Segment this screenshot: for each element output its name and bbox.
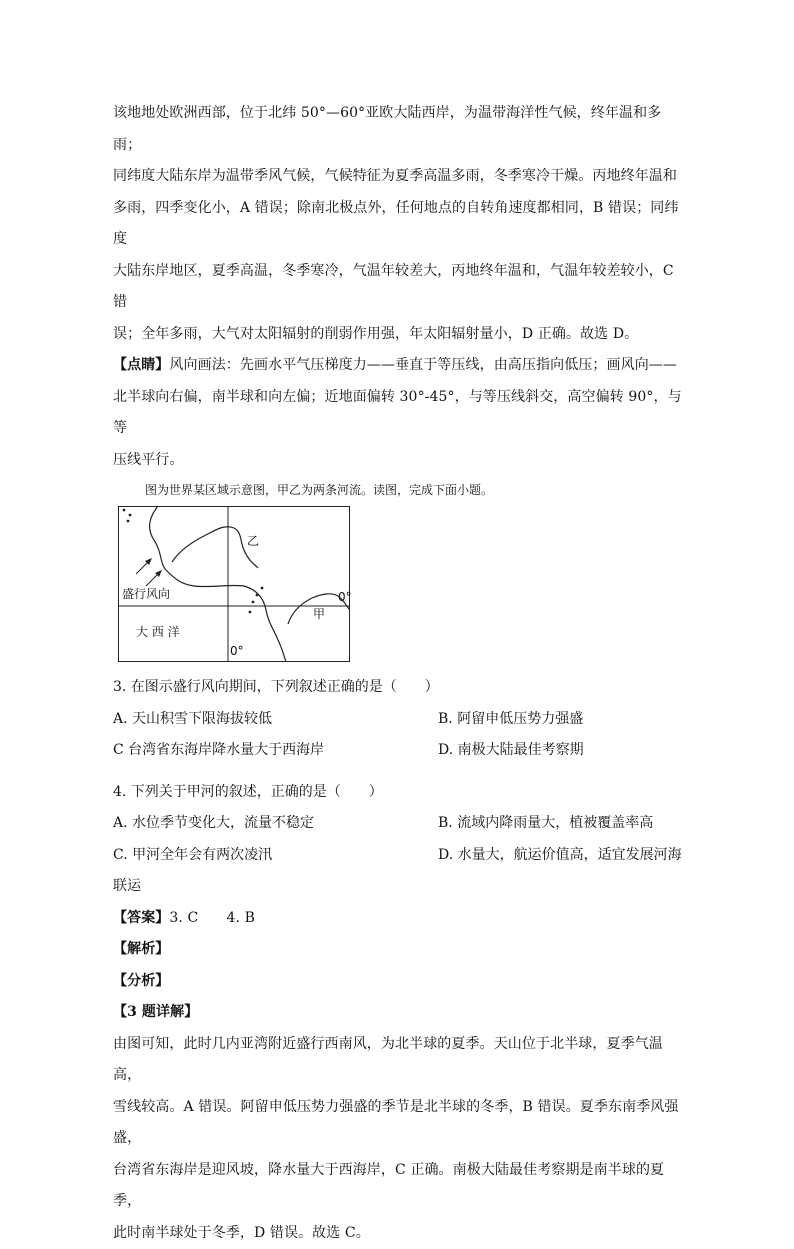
answer-line	[113, 903, 685, 935]
answer-text: 3. C 4. B	[169, 910, 255, 926]
tip-line: 北半球向右偏，南半球和向左偏；近地面偏转 30°-45°，与等压线斜交，高空偏转 90°，与等	[113, 382, 685, 445]
para1-line: 大陆东岸地区，夏季高温，冬季寒冷，气温年较差大，丙地终年温和，气温年较差较小，C 错	[113, 256, 685, 319]
para1-line: 多雨，四季变化小，A 错误；除南北极点外，任何地点的自转角速度都相同，B 错误；同纬度	[113, 193, 685, 256]
question-4-options-row	[113, 808, 685, 840]
para1-line: 同纬度大陆东岸为温带季风气候，气候特征为夏季高温多雨，冬季寒冷干燥。丙地终年温和	[113, 161, 685, 193]
detail-3-line: 此时南半球处于冬季，D 错误。故选 C。	[113, 1218, 685, 1249]
option-b: B. 阿留申低压势力强盛	[438, 704, 685, 736]
detail-3-label: 【3 题详解】	[113, 997, 685, 1029]
label-river-jia: 甲	[313, 607, 325, 621]
label-prevailing-wind: 盛行风向	[122, 587, 170, 601]
para1-line: 误；全年多雨，大气对太阳辐射的削弱作用强，年太阳辐射量小，D 正确。故选 D。	[113, 319, 685, 351]
tip-label: 【点睛】	[113, 357, 169, 373]
option-d-continued: 联运	[113, 871, 685, 903]
option-c: C 台湾省东海岸降水量大于西海岸	[113, 735, 438, 767]
question-4-stem: 4. 下列关于甲河的叙述，正确的是（ ）	[113, 777, 685, 809]
option-a: A. 水位季节变化大，流量不稳定	[113, 808, 438, 840]
detail-3-line: 由图可知，此时几内亚湾附近盛行西南风，为北半球的夏季。天山位于北半球，夏季气温高，	[113, 1029, 685, 1092]
option-a: A. 天山积雪下限海拔较低	[113, 704, 438, 736]
tip-text: 风向画法：先画水平气压梯度力——垂直于等压线，由高压指向低压；画风向——	[169, 357, 677, 373]
answer-label: 【答案】	[113, 910, 169, 926]
region-map	[118, 506, 350, 662]
question-3-options-row	[113, 704, 685, 736]
option-b: B. 流域内降雨量大，植被覆盖率高	[438, 808, 685, 840]
label-meridian: 0°	[230, 644, 244, 658]
tip-line	[113, 350, 685, 382]
fenxi-label: 【分析】	[113, 966, 685, 998]
option-d: D. 南极大陆最佳考察期	[438, 735, 685, 767]
document-page	[113, 98, 685, 1249]
tip-line: 压线平行。	[113, 445, 685, 477]
detail-3-line: 雪线较高。A 错误。阿留申低压势力强盛的季节是北半球的冬季，B 错误。夏季东南季风强盛，	[113, 1092, 685, 1155]
analysis-label: 【解析】	[113, 934, 685, 966]
question-3-stem: 3. 在图示盛行风向期间，下列叙述正确的是（ ）	[113, 672, 685, 704]
option-c: C. 甲河全年会有两次凌汛	[113, 840, 438, 872]
label-equator: 0°	[338, 590, 352, 604]
detail-3-line: 台湾省东海岸是迎风坡，降水量大于西海岸，C 正确。南极大陆最佳考察期是南半球的夏季，	[113, 1155, 685, 1218]
para1-line: 该地地处欧洲西部，位于北纬 50°—60°亚欧大陆西岸，为温带海洋性气候，终年温和多雨；	[113, 98, 685, 161]
river-yi	[172, 527, 258, 568]
label-atlantic: 大 西 洋	[136, 625, 180, 639]
label-river-yi: 乙	[247, 534, 259, 548]
option-d: D. 水量大，航运价值高，适宜发展河海	[438, 840, 685, 872]
question-4-options-row	[113, 840, 685, 872]
question-3-options-row	[113, 735, 685, 767]
figure-caption: 图为世界某区域示意图，甲乙为两条河流。读图，完成下面小题。	[145, 480, 685, 500]
